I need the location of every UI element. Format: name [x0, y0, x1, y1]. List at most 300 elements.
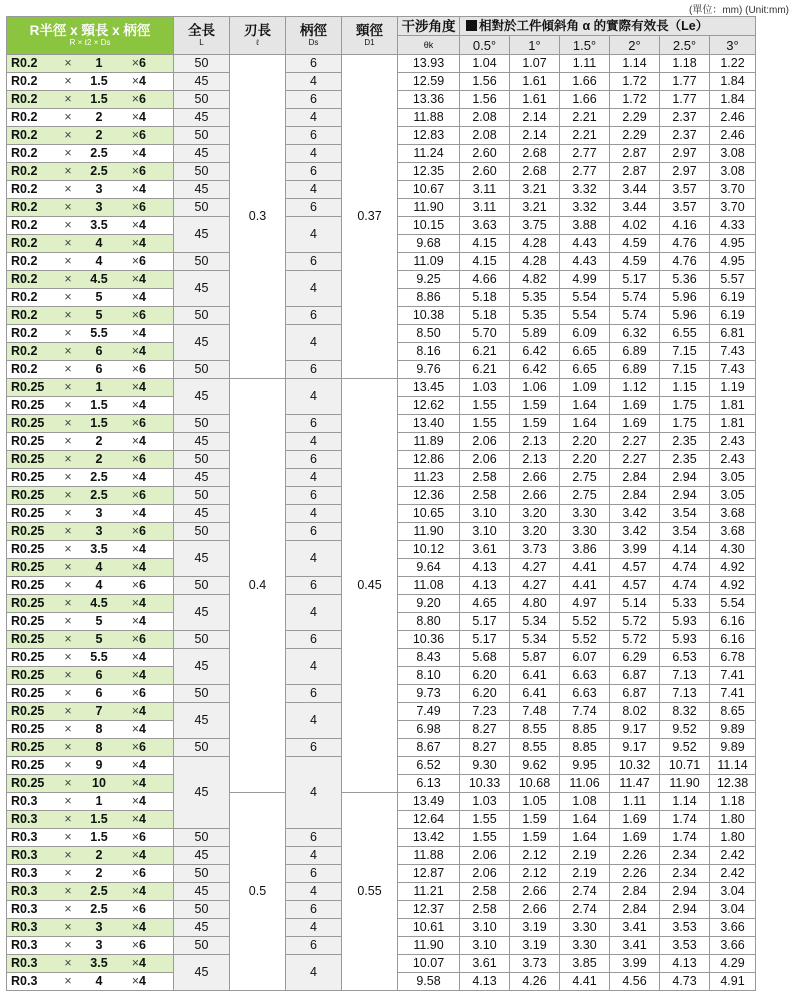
effective-length-cell: 2.06: [460, 847, 510, 865]
effective-length-cell: 4.15: [460, 235, 510, 253]
effective-length-cell: 4.59: [610, 235, 660, 253]
effective-length-cell: 5.96: [660, 289, 710, 307]
effective-length-cell: 8.85: [560, 739, 610, 757]
times-symbol: ×: [131, 398, 139, 412]
theta-cell: 12.36: [398, 487, 460, 505]
times-symbol: ×: [131, 668, 139, 682]
effective-length-cell: 4.92: [710, 559, 756, 577]
neck-diameter-cell: 0.37: [342, 55, 398, 379]
effective-length-cell: 2.94: [660, 883, 710, 901]
times-symbol: ×: [64, 362, 72, 376]
header-angle-0: 0.5°: [460, 36, 510, 55]
effective-length-cell: 10.71: [660, 757, 710, 775]
effective-length-cell: 2.19: [560, 865, 610, 883]
size-cell: [7, 523, 174, 541]
header-blade: [230, 17, 286, 55]
effective-length-cell: 4.92: [710, 577, 756, 595]
size-shank: 6: [139, 740, 146, 754]
theta-cell: 6.13: [398, 775, 460, 793]
length-cell: 50: [174, 451, 230, 469]
shank-cell: 6: [286, 901, 342, 919]
effective-length-cell: 3.11: [460, 181, 510, 199]
shank-cell: 4: [286, 109, 342, 127]
times-symbol: ×: [64, 524, 72, 538]
times-symbol: ×: [131, 578, 139, 592]
effective-length-cell: 1.81: [710, 397, 756, 415]
effective-length-cell: 5.52: [560, 631, 610, 649]
shank-cell: 4: [286, 217, 342, 253]
effective-length-cell: 6.89: [610, 343, 660, 361]
effective-length-cell: 3.10: [460, 523, 510, 541]
effective-length-cell: 2.12: [510, 865, 560, 883]
effective-length-cell: 3.63: [460, 217, 510, 235]
times-symbol: ×: [131, 650, 139, 664]
size-shank: 6: [139, 254, 146, 268]
size-cell: [7, 271, 174, 289]
effective-length-cell: 1.56: [460, 91, 510, 109]
times-symbol: ×: [131, 164, 139, 178]
effective-length-cell: 4.29: [710, 955, 756, 973]
size-neck-length: 3: [95, 920, 103, 934]
effective-length-cell: 1.08: [560, 793, 610, 811]
header-length-sub: L: [199, 38, 204, 47]
times-symbol: ×: [64, 920, 72, 934]
size-neck-length: 1: [95, 794, 103, 808]
header-angle-title: [460, 17, 756, 36]
effective-length-cell: 7.13: [660, 685, 710, 703]
effective-length-cell: 1.61: [510, 73, 560, 91]
effective-length-cell: 1.03: [460, 793, 510, 811]
effective-length-cell: 4.30: [710, 541, 756, 559]
times-symbol: ×: [131, 812, 139, 826]
effective-length-cell: 10.32: [610, 757, 660, 775]
times-symbol: ×: [64, 236, 72, 250]
size-shank: 4: [139, 956, 146, 970]
shank-cell: 6: [286, 739, 342, 757]
effective-length-cell: 1.69: [610, 415, 660, 433]
shank-cell: 4: [286, 919, 342, 937]
effective-length-cell: 9.52: [660, 721, 710, 739]
effective-length-cell: 6.21: [460, 361, 510, 379]
times-symbol: ×: [131, 200, 139, 214]
effective-length-cell: 8.32: [660, 703, 710, 721]
size-neck-length: 3: [95, 938, 103, 952]
times-symbol: ×: [131, 434, 139, 448]
size-radius: R0.3: [11, 938, 38, 952]
size-neck-length: 5.5: [90, 326, 108, 340]
size-neck-length: 5: [95, 290, 103, 304]
shank-cell: 6: [286, 127, 342, 145]
effective-length-cell: 4.74: [660, 577, 710, 595]
size-shank: 4: [139, 434, 146, 448]
times-symbol: ×: [64, 344, 72, 358]
effective-length-cell: 5.93: [660, 631, 710, 649]
effective-length-cell: 3.88: [560, 217, 610, 235]
size-radius: R0.25: [11, 416, 45, 430]
size-cell: [7, 217, 174, 235]
effective-length-cell: 2.94: [660, 469, 710, 487]
size-shank: 4: [139, 326, 146, 340]
effective-length-cell: 2.60: [460, 163, 510, 181]
length-cell: 50: [174, 937, 230, 955]
effective-length-cell: 1.14: [660, 793, 710, 811]
effective-length-cell: 1.04: [460, 55, 510, 73]
effective-length-cell: 5.72: [610, 631, 660, 649]
header-angle-5: 3°: [710, 36, 756, 55]
effective-length-cell: 1.12: [610, 379, 660, 397]
effective-length-cell: 11.06: [560, 775, 610, 793]
effective-length-cell: 3.68: [710, 523, 756, 541]
effective-length-cell: 6.55: [660, 325, 710, 343]
effective-length-cell: 3.10: [460, 919, 510, 937]
size-shank: 4: [139, 236, 146, 250]
size-neck-length: 4: [95, 236, 103, 250]
effective-length-cell: 2.35: [660, 433, 710, 451]
size-cell: [7, 145, 174, 163]
header-shank-title: 柄徑: [300, 23, 327, 38]
spec-table: [6, 16, 756, 991]
size-neck-length: 2: [95, 434, 103, 448]
effective-length-cell: 3.08: [710, 145, 756, 163]
effective-length-cell: 2.06: [460, 451, 510, 469]
effective-length-cell: 9.62: [510, 757, 560, 775]
length-cell: 45: [174, 181, 230, 199]
size-shank: 4: [139, 470, 146, 484]
effective-length-cell: 5.89: [510, 325, 560, 343]
effective-length-cell: 2.58: [460, 901, 510, 919]
times-symbol: ×: [131, 182, 139, 196]
size-cell: [7, 181, 174, 199]
size-shank: 4: [139, 722, 146, 736]
effective-length-cell: 1.80: [710, 829, 756, 847]
size-shank: 4: [139, 560, 146, 574]
effective-length-cell: 8.27: [460, 721, 510, 739]
effective-length-cell: 2.46: [710, 109, 756, 127]
effective-length-cell: 3.42: [610, 505, 660, 523]
times-symbol: ×: [64, 542, 72, 556]
shank-cell: 6: [286, 163, 342, 181]
size-radius: R0.25: [11, 632, 45, 646]
effective-length-cell: 5.52: [560, 613, 610, 631]
size-shank: 4: [139, 794, 146, 808]
header-angle-4: 2.5°: [660, 36, 710, 55]
size-neck-length: 8: [95, 722, 103, 736]
size-cell: [7, 361, 174, 379]
size-shank: 4: [139, 74, 146, 88]
effective-length-cell: 4.56: [610, 973, 660, 991]
size-neck-length: 1.5: [90, 74, 108, 88]
shank-cell: 4: [286, 433, 342, 451]
effective-length-cell: 3.05: [710, 487, 756, 505]
size-shank: 6: [139, 308, 146, 322]
times-symbol: ×: [131, 776, 139, 790]
theta-cell: 6.52: [398, 757, 460, 775]
effective-length-cell: 3.30: [560, 505, 610, 523]
size-neck-length: 3: [95, 182, 103, 196]
effective-length-cell: 2.87: [610, 145, 660, 163]
effective-length-cell: 2.87: [610, 163, 660, 181]
size-neck-length: 5: [95, 614, 103, 628]
table-row: [7, 55, 756, 73]
effective-length-cell: 4.41: [560, 577, 610, 595]
effective-length-cell: 3.70: [710, 181, 756, 199]
header-blade-sub: ℓ: [256, 38, 259, 47]
blade-length-cell: 0.5: [230, 793, 286, 991]
size-shank: 4: [139, 650, 146, 664]
effective-length-cell: 1.59: [510, 829, 560, 847]
size-neck-length: 3.5: [90, 956, 108, 970]
effective-length-cell: 4.65: [460, 595, 510, 613]
size-shank: 4: [139, 380, 146, 394]
size-cell: [7, 901, 174, 919]
header-length: [174, 17, 230, 55]
effective-length-cell: 2.13: [510, 451, 560, 469]
size-radius: R0.25: [11, 596, 45, 610]
effective-length-cell: 6.16: [710, 631, 756, 649]
shank-cell: 6: [286, 829, 342, 847]
effective-length-cell: 8.02: [610, 703, 660, 721]
times-symbol: ×: [131, 290, 139, 304]
size-radius: R0.25: [11, 398, 45, 412]
size-neck-length: 5.5: [90, 650, 108, 664]
length-cell: 50: [174, 307, 230, 325]
theta-cell: 10.65: [398, 505, 460, 523]
size-radius: R0.25: [11, 524, 45, 538]
size-cell: [7, 829, 174, 847]
times-symbol: ×: [131, 74, 139, 88]
header-neck: [342, 17, 398, 55]
effective-length-cell: 3.57: [660, 199, 710, 217]
size-radius: R0.2: [11, 92, 38, 106]
effective-length-cell: 5.35: [510, 307, 560, 325]
effective-length-cell: 1.69: [610, 811, 660, 829]
effective-length-cell: 1.74: [660, 829, 710, 847]
effective-length-cell: 5.74: [610, 307, 660, 325]
length-cell: 45: [174, 757, 230, 829]
times-symbol: ×: [64, 686, 72, 700]
effective-length-cell: 2.27: [610, 451, 660, 469]
times-symbol: ×: [64, 614, 72, 628]
theta-cell: 12.86: [398, 451, 460, 469]
shank-cell: 4: [286, 73, 342, 91]
size-neck-length: 3: [95, 200, 103, 214]
effective-length-cell: 4.95: [710, 235, 756, 253]
times-symbol: ×: [131, 506, 139, 520]
times-symbol: ×: [131, 128, 139, 142]
effective-length-cell: 2.20: [560, 451, 610, 469]
size-shank: 4: [139, 974, 146, 988]
effective-length-cell: 4.15: [460, 253, 510, 271]
effective-length-cell: 3.04: [710, 883, 756, 901]
times-symbol: ×: [64, 290, 72, 304]
times-symbol: ×: [64, 866, 72, 880]
effective-length-cell: 6.16: [710, 613, 756, 631]
times-symbol: ×: [64, 650, 72, 664]
theta-cell: 11.24: [398, 145, 460, 163]
size-shank: 4: [139, 110, 146, 124]
times-symbol: ×: [64, 758, 72, 772]
effective-length-cell: 4.41: [560, 559, 610, 577]
times-symbol: ×: [131, 722, 139, 736]
size-shank: 4: [139, 398, 146, 412]
theta-cell: 12.83: [398, 127, 460, 145]
effective-length-cell: 4.57: [610, 559, 660, 577]
effective-length-cell: 4.57: [610, 577, 660, 595]
shank-cell: 6: [286, 685, 342, 703]
effective-length-cell: 2.21: [560, 109, 610, 127]
effective-length-cell: 3.11: [460, 199, 510, 217]
theta-cell: 12.87: [398, 865, 460, 883]
times-symbol: ×: [64, 110, 72, 124]
effective-length-cell: 5.17: [460, 631, 510, 649]
shank-cell: 4: [286, 325, 342, 361]
shank-cell: 4: [286, 703, 342, 739]
times-symbol: ×: [131, 56, 139, 70]
effective-length-cell: 1.05: [510, 793, 560, 811]
size-cell: [7, 631, 174, 649]
size-cell: [7, 649, 174, 667]
effective-length-cell: 3.68: [710, 505, 756, 523]
theta-cell: 12.64: [398, 811, 460, 829]
size-radius: R0.3: [11, 830, 38, 844]
effective-length-cell: 6.63: [560, 667, 610, 685]
effective-length-cell: 6.19: [710, 307, 756, 325]
size-cell: [7, 469, 174, 487]
effective-length-cell: 2.13: [510, 433, 560, 451]
effective-length-cell: 4.41: [560, 973, 610, 991]
theta-cell: 10.12: [398, 541, 460, 559]
theta-cell: 10.38: [398, 307, 460, 325]
times-symbol: ×: [131, 830, 139, 844]
theta-cell: 9.68: [398, 235, 460, 253]
theta-cell: 11.23: [398, 469, 460, 487]
size-cell: [7, 919, 174, 937]
size-radius: R0.25: [11, 686, 45, 700]
header-angle-3: 2°: [610, 36, 660, 55]
effective-length-cell: 2.77: [560, 145, 610, 163]
times-symbol: ×: [131, 542, 139, 556]
size-cell: [7, 667, 174, 685]
effective-length-cell: 4.76: [660, 235, 710, 253]
size-radius: R0.25: [11, 470, 45, 484]
effective-length-cell: 5.96: [660, 307, 710, 325]
theta-cell: 11.09: [398, 253, 460, 271]
theta-cell: 11.88: [398, 847, 460, 865]
shank-cell: 4: [286, 883, 342, 901]
effective-length-cell: 1.72: [610, 73, 660, 91]
times-symbol: ×: [64, 632, 72, 646]
size-radius: R0.2: [11, 272, 38, 286]
effective-length-cell: 3.73: [510, 955, 560, 973]
effective-length-cell: 6.32: [610, 325, 660, 343]
times-symbol: ×: [64, 74, 72, 88]
size-shank: 4: [139, 218, 146, 232]
theta-cell: 13.93: [398, 55, 460, 73]
times-symbol: ×: [64, 596, 72, 610]
effective-length-cell: 3.61: [460, 955, 510, 973]
effective-length-cell: 1.18: [710, 793, 756, 811]
size-neck-length: 2: [95, 110, 103, 124]
shank-cell: 6: [286, 91, 342, 109]
effective-length-cell: 12.38: [710, 775, 756, 793]
effective-length-cell: 3.85: [560, 955, 610, 973]
size-shank: 4: [139, 542, 146, 556]
effective-length-cell: 1.03: [460, 379, 510, 397]
theta-cell: 9.25: [398, 271, 460, 289]
effective-length-cell: 1.64: [560, 829, 610, 847]
effective-length-cell: 1.55: [460, 829, 510, 847]
effective-length-cell: 8.65: [710, 703, 756, 721]
size-radius: R0.25: [11, 650, 45, 664]
size-neck-length: 1.5: [90, 830, 108, 844]
size-radius: R0.2: [11, 362, 38, 376]
length-cell: 45: [174, 469, 230, 487]
size-cell: [7, 865, 174, 883]
size-cell: [7, 937, 174, 955]
size-shank: 4: [139, 146, 146, 160]
shank-cell: 6: [286, 199, 342, 217]
theta-cell: 11.90: [398, 937, 460, 955]
effective-length-cell: 1.14: [610, 55, 660, 73]
effective-length-cell: 2.14: [510, 109, 560, 127]
effective-length-cell: 2.29: [610, 109, 660, 127]
size-cell: [7, 379, 174, 397]
effective-length-cell: 1.74: [660, 811, 710, 829]
times-symbol: ×: [64, 200, 72, 214]
length-cell: 45: [174, 73, 230, 91]
effective-length-cell: 2.06: [460, 865, 510, 883]
shank-cell: 4: [286, 469, 342, 487]
effective-length-cell: 3.19: [510, 937, 560, 955]
effective-length-cell: 5.70: [460, 325, 510, 343]
shank-cell: 6: [286, 523, 342, 541]
size-radius: R0.3: [11, 848, 38, 862]
shank-cell: 4: [286, 145, 342, 163]
size-cell: [7, 847, 174, 865]
shank-cell: 6: [286, 937, 342, 955]
header-shank: [286, 17, 342, 55]
times-symbol: ×: [64, 812, 72, 826]
size-cell: [7, 163, 174, 181]
header-length-title: 全長: [188, 23, 215, 38]
effective-length-cell: 1.77: [660, 73, 710, 91]
times-symbol: ×: [131, 452, 139, 466]
times-symbol: ×: [131, 866, 139, 880]
length-cell: 45: [174, 595, 230, 631]
effective-length-cell: 6.78: [710, 649, 756, 667]
shank-cell: 6: [286, 451, 342, 469]
times-symbol: ×: [131, 254, 139, 268]
theta-cell: 9.58: [398, 973, 460, 991]
size-cell: [7, 91, 174, 109]
effective-length-cell: 4.13: [460, 559, 510, 577]
size-radius: R0.2: [11, 182, 38, 196]
size-shank: 6: [139, 686, 146, 700]
effective-length-cell: 1.15: [660, 379, 710, 397]
size-neck-length: 8: [95, 740, 103, 754]
size-radius: R0.3: [11, 974, 38, 988]
effective-length-cell: 3.32: [560, 199, 610, 217]
shank-cell: 4: [286, 757, 342, 829]
effective-length-cell: 9.95: [560, 757, 610, 775]
effective-length-cell: 1.55: [460, 397, 510, 415]
unit-note: (單位：mm) (Unit:mm): [689, 5, 789, 16]
size-radius: R0.3: [11, 884, 38, 898]
effective-length-cell: 5.57: [710, 271, 756, 289]
size-neck-length: 1.5: [90, 92, 108, 106]
length-cell: 45: [174, 433, 230, 451]
size-radius: R0.25: [11, 578, 45, 592]
